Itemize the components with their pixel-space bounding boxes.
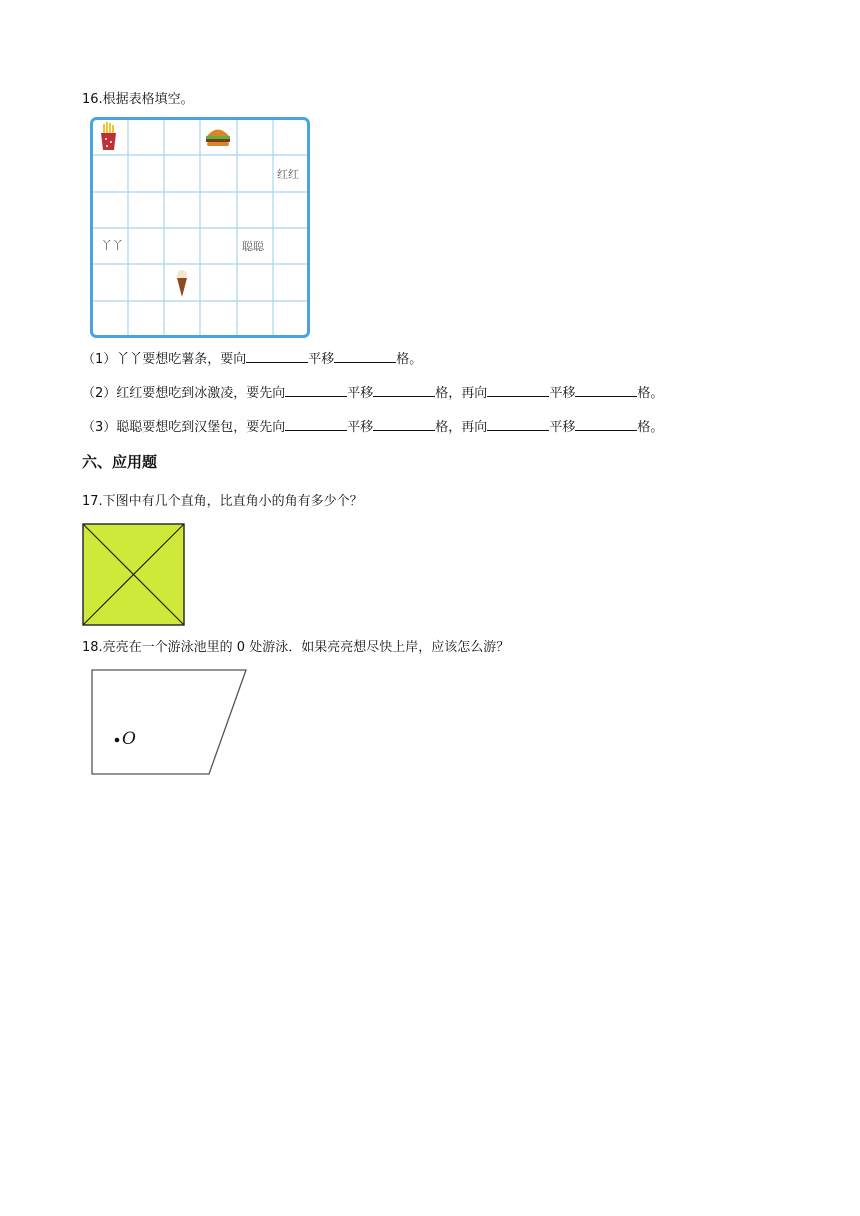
q16-sub3 (82, 418, 663, 436)
q16-sub3-text-b: 平移 (347, 420, 374, 435)
answer-blank[interactable] (373, 384, 435, 397)
point-label: O (122, 729, 136, 749)
q17-title: 17.下图中有几个直角，比直角小的角有多少个？ (82, 494, 363, 509)
q16-sub1-text-a: （1）丫丫要想吃薯条，要向 (82, 352, 247, 367)
q16-sub3-text-c: 格，再向 (435, 420, 488, 435)
answer-blank[interactable] (246, 350, 308, 363)
pool-diagram (90, 668, 250, 778)
q16-sub1-text-b: 平移 (308, 352, 335, 367)
q16-sub3-text-d: 平移 (549, 420, 576, 435)
q16-sub2-text-b: 平移 (347, 386, 374, 401)
answer-blank[interactable] (487, 418, 549, 431)
q18-title: 18.亮亮在一个游泳池里的 0 处游泳．如果亮亮想尽快上岸，应该怎么游？ (82, 640, 510, 655)
q16-sub2-text-e: 格。 (637, 386, 664, 401)
answer-blank[interactable] (285, 384, 347, 397)
answer-blank[interactable] (334, 350, 396, 363)
q18-figure (90, 668, 250, 782)
answer-blank[interactable] (487, 384, 549, 397)
label-congcong: 聪聪 (242, 240, 264, 253)
answer-blank[interactable] (575, 418, 637, 431)
q16-sub3-text-a: （3）聪聪要想吃到汉堡包，要先向 (82, 420, 286, 435)
pool-shape (92, 670, 246, 774)
q16-sub2 (82, 384, 663, 402)
grid-svg (90, 117, 310, 338)
pool-point (115, 738, 120, 743)
q16-sub2-text-d: 平移 (549, 386, 576, 401)
q16-sub2-text-a: （2）红红要想吃到冰激凌，要先向 (82, 386, 286, 401)
q16-sub2-text-c: 格，再向 (435, 386, 488, 401)
answer-blank[interactable] (373, 418, 435, 431)
q16-title: 16.根据表格填空。 (82, 92, 194, 107)
q16-sub1 (82, 350, 422, 368)
q16-grid (90, 117, 310, 338)
q16-sub3-text-e: 格。 (637, 420, 664, 435)
q16-sub1-text-c: 格。 (396, 352, 423, 367)
answer-blank[interactable] (285, 418, 347, 431)
square-diagram (82, 523, 186, 627)
section-heading: 六、应用题 (82, 453, 158, 471)
label-yaya: 丫丫 (101, 239, 123, 252)
label-honghong: 红红 (277, 168, 299, 181)
answer-blank[interactable] (575, 384, 637, 397)
q17-figure (82, 523, 186, 631)
